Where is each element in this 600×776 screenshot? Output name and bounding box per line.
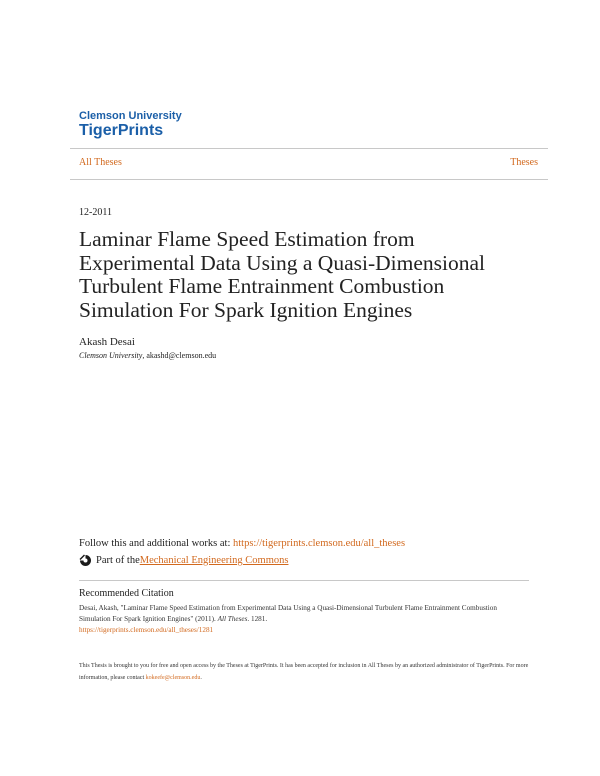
title-line: Experimental Data Using a Quasi-Dimensional — [79, 250, 486, 275]
contact-email-link[interactable]: kokeefe@clemson.edu — [145, 675, 201, 681]
citation-heading: Recommended Citation — [79, 588, 174, 599]
author-name: Akash Desai — [79, 336, 135, 348]
bepress-commons-icon — [79, 554, 92, 567]
author-email: , akashd@clemson.edu — [142, 351, 217, 360]
follow-text: Follow this and additional works at: — [79, 538, 233, 549]
affiliation-name: Clemson University — [79, 351, 143, 360]
footer-text: This Thesis is brought to you for free and open access by the Theses at TigerPrints. It has been accepted for inclusion in All Theses by an authorized administrator of TigerPrints. For more information, please contact — [79, 663, 529, 681]
repository-logo[interactable]: TigerPrints — [79, 122, 164, 139]
commons-link[interactable]: Mechanical Engineering Commons — [139, 555, 289, 566]
publication-date: 12-2011 — [79, 207, 112, 218]
footer-notice — [79, 660, 531, 684]
author-affiliation — [79, 351, 216, 360]
citation-text — [79, 603, 529, 636]
citation-number: . 1281. — [247, 615, 268, 623]
document-title — [79, 228, 529, 322]
university-name: Clemson University — [79, 110, 182, 122]
citation-journal: All Theses — [217, 615, 248, 623]
part-of-line — [79, 554, 288, 567]
breadcrumb-theses[interactable]: Theses — [510, 157, 538, 168]
title-line: Turbulent Flame Entrainment Combustion — [79, 274, 445, 298]
citation-url[interactable]: https://tigerprints.clemson.edu/all_theses/1281 — [79, 626, 214, 634]
citation-body: Desai, Akash, "Laminar Flame Speed Estimation from Experimental Data Using a Quasi-Dimensional Turbulent Flame Entrainment Combustion Simulation For Spark Ignition Engines" (2011). — [79, 604, 497, 623]
part-of-text: Part of the — [96, 555, 140, 566]
title-line: Laminar Flame Speed Estimation from — [79, 227, 415, 251]
citation-divider — [79, 580, 529, 581]
top-divider — [70, 148, 548, 149]
collection-link[interactable]: https://tigerprints.clemson.edu/all_theses — [233, 538, 406, 549]
footer-end: . — [200, 675, 202, 681]
bottom-divider — [70, 179, 548, 180]
breadcrumb-all-theses[interactable]: All Theses — [79, 157, 122, 168]
follow-line — [79, 538, 405, 549]
title-line: Simulation For Spark Ignition Engines — [79, 297, 413, 322]
